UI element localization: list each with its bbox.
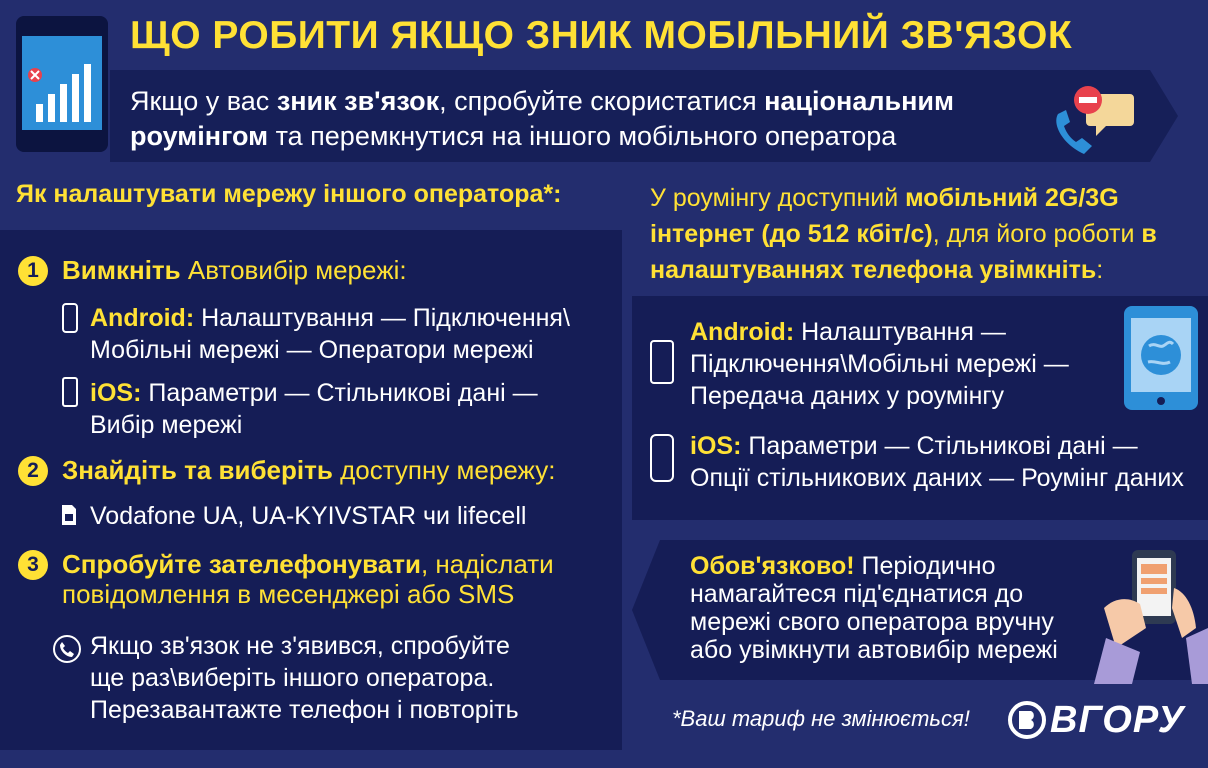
step-1-ios-item: iOS: Параметри — Стільникові дані — Вибір мережі (90, 379, 538, 439)
logo-text: ВГОРУ (1050, 699, 1185, 741)
left-section-heading: Як налаштувати мережу іншого оператора*: (16, 180, 562, 208)
logo-emblem-icon (1008, 701, 1046, 739)
step-1-title: Вимкніть Автовибір мережі: (62, 255, 407, 285)
roaming-ios-item: iOS: Параметри — Стільникові дані — Опції стільникових даних — Роумінг даних (690, 432, 1184, 492)
step-number-2: 2 (18, 456, 48, 486)
retry-advice: Якщо зв'язок не з'явився, спробуйте ще раз\виберіть іншого оператора. Перезавантажте телефон і повторіть (90, 632, 519, 724)
signal-bars-icon (22, 36, 102, 130)
tablet-globe-icon (1124, 306, 1198, 410)
intro-banner-arrow (1150, 70, 1178, 162)
important-note-arrow (632, 540, 660, 680)
iphone-icon (62, 377, 78, 407)
phone-icon (650, 340, 674, 384)
tariff-footnote: *Ваш тариф не змінюється! (672, 706, 970, 731)
step-3-title: Спробуйте зателефонувати, надіслати повідомлення в месенджері або SMS (62, 549, 554, 609)
vgoru-logo (1008, 700, 1184, 740)
page-title: ЩО РОБИТИ ЯКЩО ЗНИК МОБІЛЬНИЙ ЗВ'ЯЗОК (130, 14, 1073, 57)
intro-text: Якщо у вас зник зв'язок, спробуйте скористатися національним роумінгом та перемкнутися на іншого мобільного оператора (130, 86, 954, 151)
phone-signal-illustration (16, 16, 108, 152)
step-1-android-item: Android: Налаштування — Підключення\ Мобільні мережі — Оператори мережі (90, 304, 570, 364)
phone-icon (62, 303, 78, 333)
operators-list: Vodafone UA, UA-KYIVSTAR чи lifecell (90, 502, 527, 530)
sim-card-icon (62, 505, 76, 525)
roaming-android-item: Android: Налаштування — Підключення\Мобільні мережі — Передача даних у роумінгу (690, 318, 1069, 410)
step-2-title: Знайдіть та виберіть доступну мережу: (62, 455, 556, 485)
step-number-1: 1 (18, 256, 48, 286)
hands-phone-icon (1094, 548, 1208, 684)
phone-blocked-icon (1052, 84, 1136, 158)
iphone-icon (650, 434, 674, 482)
roaming-heading: У роумінгу доступний мобільний 2G/3G інтернет (до 512 кбіт/с), для його роботи в налаштуваннях телефона увімкніть: (650, 184, 1157, 284)
step-number-3: 3 (18, 550, 48, 580)
call-icon (52, 634, 82, 664)
important-note: Обов'язково! Періодично намагайтеся під'єднатися до мережі свого оператора вручну або увімкнути автовибір мережі (690, 552, 1058, 664)
